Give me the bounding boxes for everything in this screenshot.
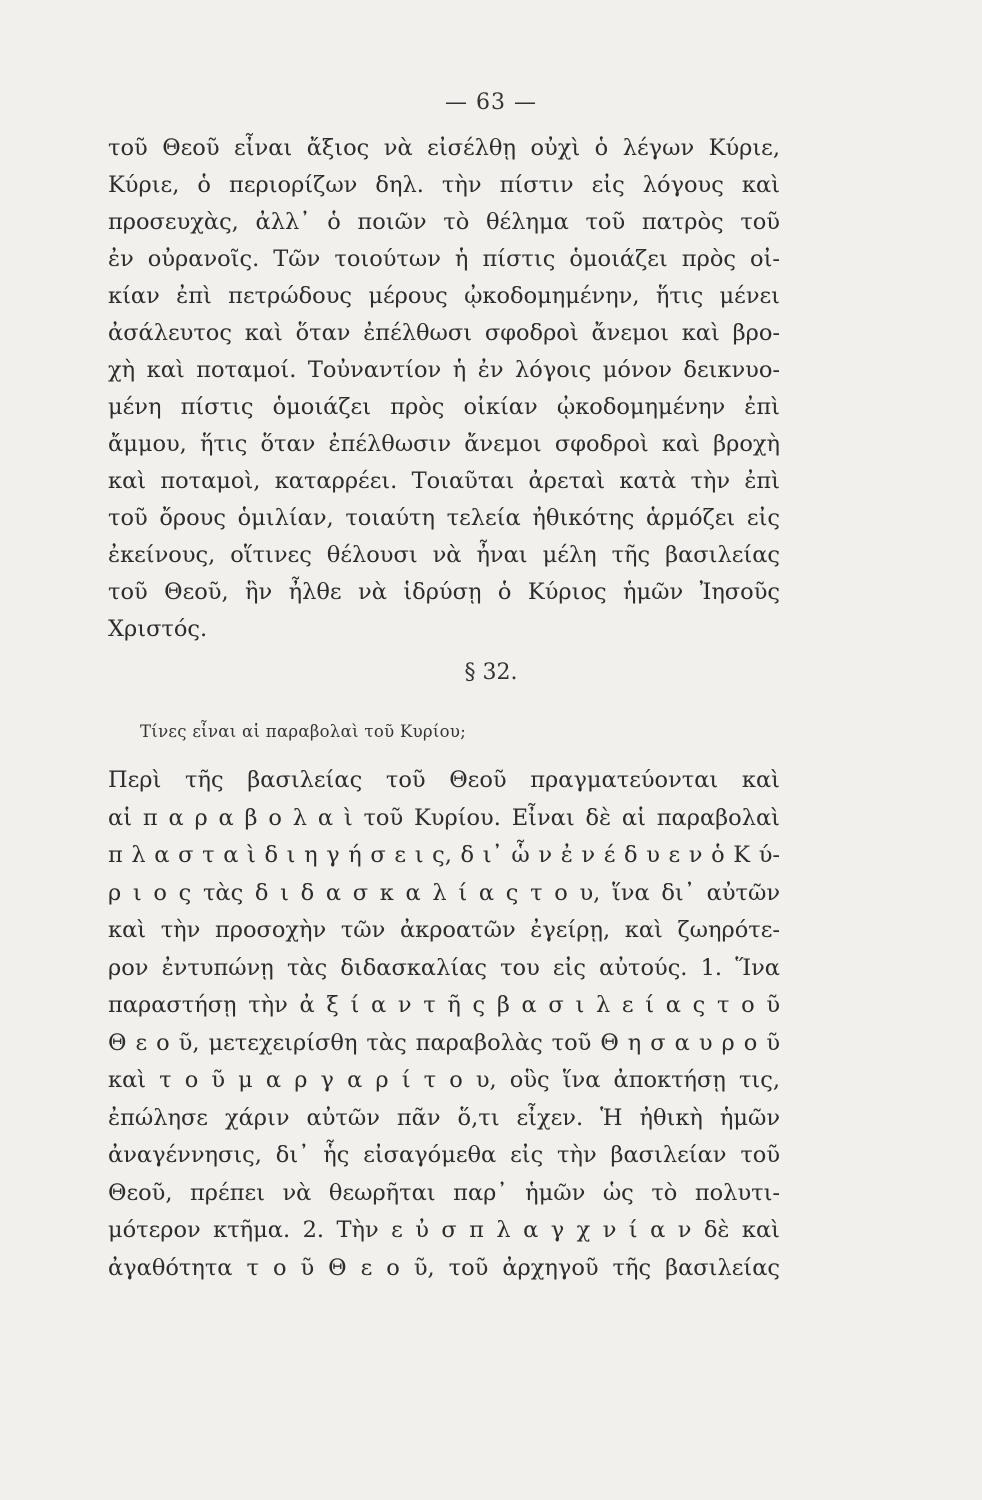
text-line: ἐκείνους, οἵτινες θέλουσι νὰ ἦναι μέλη τῆς βασιλείας [108,542,780,568]
text-line: Χριστός. [108,616,208,642]
text-line: κίαν ἐπὶ πετρώδους μέρους ᾠκοδομημένην, ἥτις μένει [108,283,780,309]
text-line: τοῦ Θεοῦ εἶναι ἄξιος νὰ εἰσέλθῃ οὐχὶ ὁ λέγων Κύριε, [108,135,780,161]
text-line: π λ α σ τ α ὶ δ ι η γ ή σ ε ι ς, δ ι᾽ ὧ ν ἐ ν έ δ υ ε ν ὁ Κ ύ- [108,842,780,868]
text-line: Θ ε ο ῦ, μετεχειρίσθη τὰς παραβολὰς τοῦ Θ η σ α υ ρ ο ῦ [108,1029,780,1056]
text-line: παραστήσῃ τὴν ἀ ξ ί α ν τ ῆ ς β α σ ι λ ε ί α ς τ ο ῦ [108,992,780,1018]
text-line: χὴ καὶ ποταμοί. Τοὐναντίον ἡ ἐν λόγοις μόνον δεικνυο- [108,357,780,383]
text-line: τοῦ Θεοῦ, ἣν ἦλθε νὰ ἱδρύσῃ ὁ Κύριος ἡμῶν Ἰησοῦς [108,579,780,605]
text-line: ρον ἐντυπώνῃ τὰς διδασκαλίας του εἰς αὐτούς. 1. Ἵνα [108,954,780,981]
section-heading: § 32. [464,660,518,685]
text-line: ἄμμου, ἥτις ὅταν ἐπέλθωσιν ἄνεμοι σφοδροὶ καὶ βροχὴ [108,431,780,457]
text-line: καὶ ποταμοὶ, καταρρέει. Τοιαῦται ἀρεταὶ κατὰ τὴν ἐπὶ [108,468,780,494]
text-line: ἐν οὐρανοῖς. Τῶν τοιούτων ἡ πίστις ὁμοιάζει πρὸς οἰ- [108,246,780,272]
text-line: αἱ π α ρ α β ο λ α ὶ τοῦ Κυρίου. Εἶναι δὲ αἱ παραβολαὶ [108,804,780,831]
text-line: καὶ τὴν προσοχὴν τῶν ἀκροατῶν ἐγείρῃ, καὶ ζωηρότε- [108,917,780,943]
section-question: Τίνες εἶναι αἱ παραβολαὶ τοῦ Κυρίου; [140,722,467,741]
text-line: Περὶ τῆς βασιλείας τοῦ Θεοῦ πραγματεύονται καὶ [108,767,780,793]
text-line: ἀσάλευτος καὶ ὅταν ἐπέλθωσι σφοδροὶ ἄνεμοι καὶ βρο- [108,320,780,346]
page-number: — 63 — [445,90,537,115]
text-line: τοῦ ὄρους ὁμιλίαν, τοιαύτη τελεία ἠθικότης ἁρμόζει εἰς [108,505,780,531]
text-line: ρ ι ο ς τὰς δ ι δ α σ κ α λ ί α ς τ ο υ, ἵνα δι᾽ αὐτῶν [108,879,780,906]
text-line: Θεοῦ, πρέπει νὰ θεωρῆται παρ᾽ ἡμῶν ὡς τὸ πολυτι- [108,1179,780,1206]
text-line: ἀγαθότητα τ ο ῦ Θ ε ο ῦ, τοῦ ἀρχηγοῦ τῆς βασιλείας [108,1254,780,1281]
text-line: ἀναγέννησις, δι᾽ ἧς εἰσαγόμεθα εἰς τὴν βασιλείαν τοῦ [108,1142,780,1168]
paragraph-2 [108,762,780,1287]
text-line: μένη πίστις ὁμοιάζει πρὸς οἰκίαν ᾠκοδομημένην ἐπὶ [108,394,780,420]
text-line: Κύριε, ὁ περιορίζων δηλ. τὴν πίστιν εἰς λόγους καὶ [108,172,780,198]
text-line: προσευχὰς, ἀλλ᾽ ὁ ποιῶν τὸ θέλημα τοῦ πατρὸς τοῦ [108,209,780,235]
text-line: μότερον κτῆμα. 2. Τὴν ε ὐ σ π λ α γ χ ν ί α ν δὲ καὶ [108,1217,780,1243]
text-line: ἐπώλησε χάριν αὐτῶν πᾶν ὅ,τι εἶχεν. Ἡ ἠθικὴ ἡμῶν [108,1104,780,1131]
text-line: καὶ τ ο ῦ μ α ρ γ α ρ ί τ ο υ, οὓς ἵνα ἀποκτήσῃ τις, [108,1067,780,1093]
paragraph-1 [108,130,780,648]
